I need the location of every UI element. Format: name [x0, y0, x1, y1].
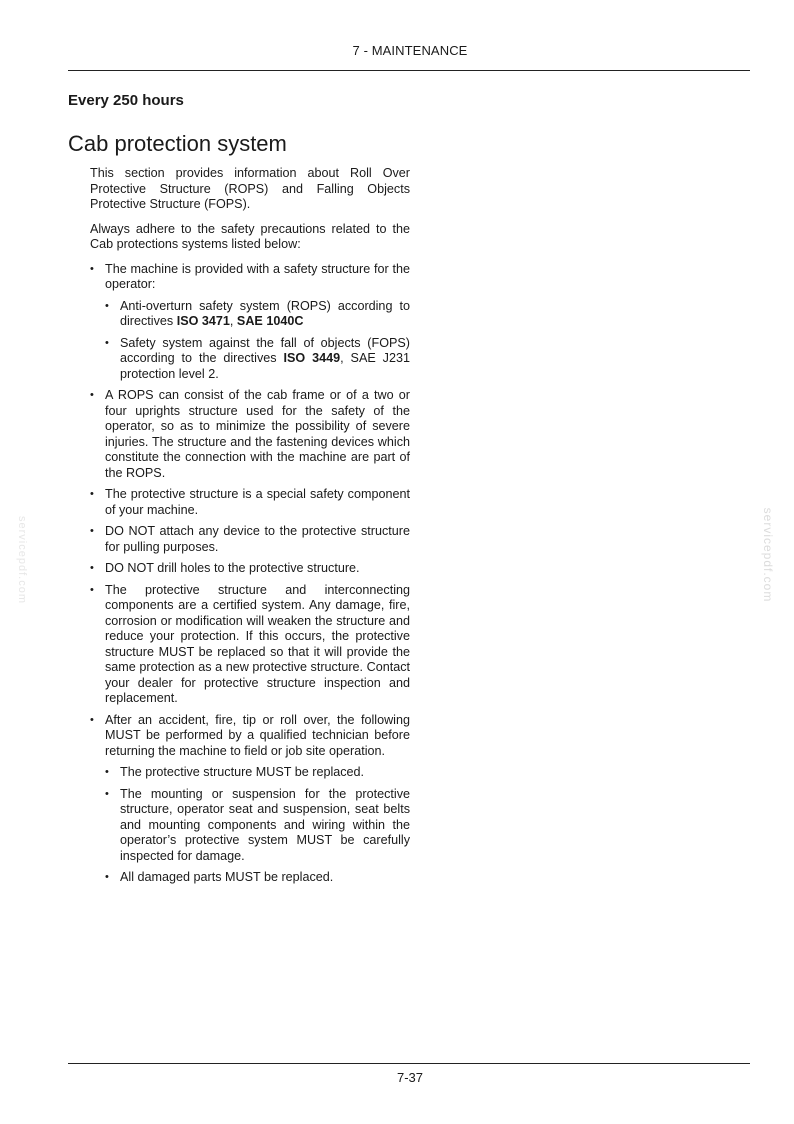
sub-list-item: • All damaged parts MUST be replaced.	[105, 870, 410, 886]
sub-item-text: Safety system against the fall of objects (FOPS) according to the directives	[120, 335, 410, 365]
sub-list-item: • The mounting or suspension for the protective structure, operator seat and suspension, seat belts and mounting components and wiring within the operator’s protective system MUST be carefully inspected for damage.	[105, 787, 410, 865]
standard-ref: ISO 3449	[283, 351, 341, 365]
separator: ,	[229, 314, 237, 328]
intro-paragraph: This section provides information about Roll Over Protective Structure (ROPS) and Falling Objects Protective Structure (FOPS).	[90, 166, 410, 211]
section-title: Cab protection system	[68, 131, 287, 156]
standard-ref: SAE 1040C	[236, 314, 304, 328]
list-item	[90, 262, 410, 383]
footer-rule	[68, 1063, 750, 1064]
sub-item-text: Anti-overturn safety system (ROPS) according to directives	[120, 298, 410, 328]
sub-list-item	[105, 336, 410, 383]
watermark-right: servicepdf.com	[761, 507, 775, 603]
sub-list	[105, 765, 410, 886]
running-header: 7 - MAINTENANCE	[352, 43, 468, 58]
sub-list	[105, 299, 410, 383]
list-item: • The protective structure is a special safety component of your machine.	[90, 487, 410, 518]
interval-heading: Every 250 hours	[68, 92, 184, 109]
page-number: 7-37	[396, 1070, 424, 1085]
sub-item-text: , SAE J231 protection level 2.	[120, 351, 410, 381]
sub-list-item: • The protective structure MUST be replaced.	[105, 765, 410, 781]
list-item: • A ROPS can consist of the cab frame or of a two or four uprights structure used for the safety of the operator, so as to minimize the possibility of severe injuries. The structure and the fastening devices which constitute the connection with the machine are part of the ROPS.	[90, 388, 410, 481]
list-item	[90, 713, 410, 886]
standard-ref: ISO 3471	[176, 314, 230, 328]
list-item: • DO NOT drill holes to the protective structure.	[90, 561, 410, 577]
list-item-text: After an accident, fire, tip or roll over, the following MUST be performed by a qualified technician before returning the machine to field or job site operation.	[105, 712, 410, 758]
list-item-text: The machine is provided with a safety structure for the operator:	[105, 261, 410, 291]
adhere-paragraph: Always adhere to the safety precautions related to the Cab protections systems listed below:	[90, 221, 410, 251]
list-item: • DO NOT attach any device to the protective structure for pulling purposes.	[90, 524, 410, 555]
list-item: • The protective structure and interconnecting components are a certified system. Any damage, fire, corrosion or modification will weaken the structure and reduce your protection. If this occurs, the protective structure MUST be replaced so that it will provide the same protection as a new protective structure. Contact your dealer for protective structure inspection and replacement.	[90, 583, 410, 707]
watermark-left: servicepdf.com	[16, 516, 28, 604]
precautions-list	[90, 262, 410, 886]
sub-list-item	[105, 299, 410, 330]
body-text	[90, 166, 410, 892]
header-rule	[68, 70, 750, 71]
